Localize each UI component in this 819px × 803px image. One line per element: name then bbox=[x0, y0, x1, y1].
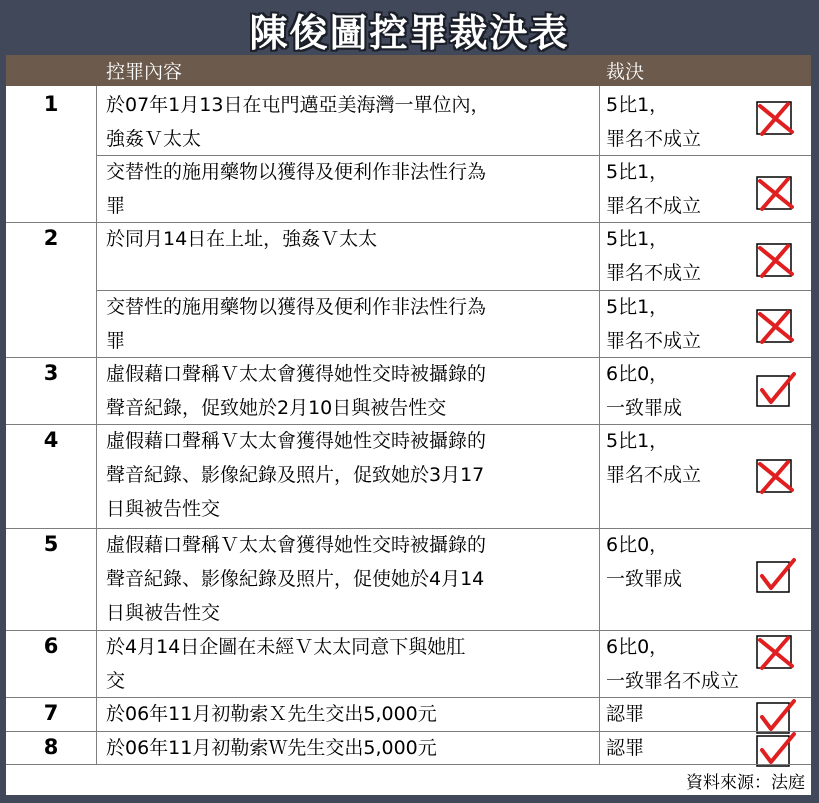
verdict-text bbox=[606, 222, 766, 290]
row-divider bbox=[6, 630, 811, 631]
table-row bbox=[6, 88, 811, 155]
charge-line: 交 bbox=[106, 670, 126, 692]
row-number: 7 bbox=[43, 701, 59, 725]
verdict-line: 罪名不成立 bbox=[606, 128, 702, 150]
cross-icon bbox=[754, 98, 796, 138]
charge-line: 日與被告性交 bbox=[106, 602, 221, 624]
table-row bbox=[6, 357, 811, 424]
table-row bbox=[6, 290, 811, 357]
cross-icon bbox=[754, 173, 796, 213]
row-number: 5 bbox=[43, 532, 59, 556]
row-divider bbox=[6, 222, 811, 223]
charge-line: 聲音紀錄，促致她於2月10日與被告性交 bbox=[106, 397, 447, 419]
charge-line: 於06年11月初勒索Ｗ先生交出5,000元 bbox=[106, 737, 437, 759]
table-row bbox=[6, 630, 811, 697]
table-row bbox=[6, 424, 811, 528]
row-number: 3 bbox=[43, 361, 59, 385]
check-icon bbox=[754, 556, 796, 596]
cross-icon bbox=[754, 240, 796, 280]
verdict-line: 5比1， bbox=[606, 430, 669, 452]
verdict-line: 6比0， bbox=[606, 363, 669, 385]
verdict-line: 一致罪名不成立 bbox=[606, 670, 740, 692]
charge-line: 聲音紀錄、影像紀錄及照片，促使她於4月14 bbox=[106, 568, 485, 590]
table-row bbox=[6, 731, 811, 765]
charge-text bbox=[106, 731, 600, 765]
charge-text bbox=[106, 290, 600, 358]
charge-line: 於4月14日企圖在未經Ｖ太太同意下與她肛 bbox=[106, 636, 466, 658]
charge-text bbox=[106, 357, 600, 425]
verdict-line: 5比1， bbox=[606, 94, 669, 116]
charge-line: 於同月14日在上址，強姦Ｖ太太 bbox=[106, 228, 378, 250]
row-divider bbox=[6, 697, 811, 698]
verdict-line: 6比0， bbox=[606, 636, 669, 658]
verdict-text bbox=[606, 88, 766, 156]
verdict-text bbox=[606, 290, 766, 358]
row-number: 1 bbox=[43, 92, 59, 116]
table-row bbox=[6, 697, 811, 731]
table-header bbox=[6, 55, 811, 86]
charge-line: 於07年1月13日在屯門邁亞美海灣一單位內， bbox=[106, 94, 490, 116]
cross-icon bbox=[754, 632, 796, 672]
charge-line: 交替性的施用藥物以獲得及便利作非法性行為 bbox=[106, 296, 487, 318]
column-divider bbox=[96, 86, 97, 764]
column-divider bbox=[599, 86, 600, 764]
charge-text bbox=[106, 630, 600, 698]
source-note: 資料來源：法庭 bbox=[686, 773, 805, 793]
verdict-line: 一致罪成 bbox=[606, 568, 683, 590]
row-divider bbox=[96, 155, 811, 156]
verdict-line: 罪名不成立 bbox=[606, 195, 702, 217]
charge-line: 虛假藉口聲稱Ｖ太太會獲得她性交時被攝錄的 bbox=[106, 430, 487, 452]
check-icon bbox=[754, 370, 796, 410]
row-divider bbox=[6, 764, 811, 765]
row-divider bbox=[6, 731, 811, 732]
charge-text bbox=[106, 424, 600, 526]
header-verdict: 裁決 bbox=[606, 61, 645, 83]
charge-line: 虛假藉口聲稱Ｖ太太會獲得她性交時被攝錄的 bbox=[106, 534, 487, 556]
verdict-line: 5比1， bbox=[606, 296, 669, 318]
charge-text bbox=[106, 88, 600, 156]
verdict-line: 罪名不成立 bbox=[606, 262, 702, 284]
row-number: 4 bbox=[43, 428, 59, 452]
table-row bbox=[6, 528, 811, 630]
row-divider bbox=[6, 357, 811, 358]
verdict-text bbox=[606, 697, 766, 731]
page-title: 陳俊圖控罪裁決表 bbox=[249, 11, 570, 55]
verdict-line: 罪名不成立 bbox=[606, 330, 702, 352]
charge-line: 聲音紀錄、影像紀錄及照片，促致她於3月17 bbox=[106, 464, 485, 486]
verdict-line: 5比1， bbox=[606, 228, 669, 250]
cross-icon bbox=[754, 456, 796, 496]
table-row bbox=[6, 155, 811, 222]
verdict-text bbox=[606, 731, 766, 765]
cross-icon bbox=[754, 306, 796, 346]
verdict-line: 認罪 bbox=[606, 703, 645, 725]
charge-text bbox=[106, 697, 600, 731]
row-number: 6 bbox=[43, 634, 59, 658]
charge-text bbox=[106, 222, 600, 256]
charge-line: 罪 bbox=[106, 330, 126, 352]
charge-line: 交替性的施用藥物以獲得及便利作非法性行為 bbox=[106, 161, 487, 183]
charge-line: 強姦Ｖ太太 bbox=[106, 128, 202, 150]
charge-text bbox=[106, 155, 600, 223]
verdict-line: 認罪 bbox=[606, 737, 645, 759]
header-charge: 控罪內容 bbox=[106, 61, 183, 83]
verdict-line: 5比1， bbox=[606, 161, 669, 183]
verdict-text bbox=[606, 424, 766, 492]
charge-line: 罪 bbox=[106, 195, 126, 217]
charge-line: 虛假藉口聲稱Ｖ太太會獲得她性交時被攝錄的 bbox=[106, 363, 487, 385]
table-row bbox=[6, 222, 811, 290]
verdict-line: 6比0， bbox=[606, 534, 669, 556]
row-divider bbox=[6, 528, 811, 529]
charge-text bbox=[106, 528, 600, 630]
row-number: 2 bbox=[43, 226, 59, 250]
verdict-text bbox=[606, 630, 766, 698]
row-divider bbox=[6, 424, 811, 425]
verdict-line: 一致罪成 bbox=[606, 397, 683, 419]
row-divider bbox=[96, 290, 811, 291]
verdict-text bbox=[606, 155, 766, 223]
row-number: 8 bbox=[43, 735, 59, 759]
charge-line: 於06年11月初勒索Ｘ先生交出5,000元 bbox=[106, 703, 437, 725]
charge-line: 日與被告性交 bbox=[106, 498, 221, 520]
verdict-line: 罪名不成立 bbox=[606, 464, 702, 486]
verdict-text bbox=[606, 528, 766, 596]
verdict-text bbox=[606, 357, 766, 425]
